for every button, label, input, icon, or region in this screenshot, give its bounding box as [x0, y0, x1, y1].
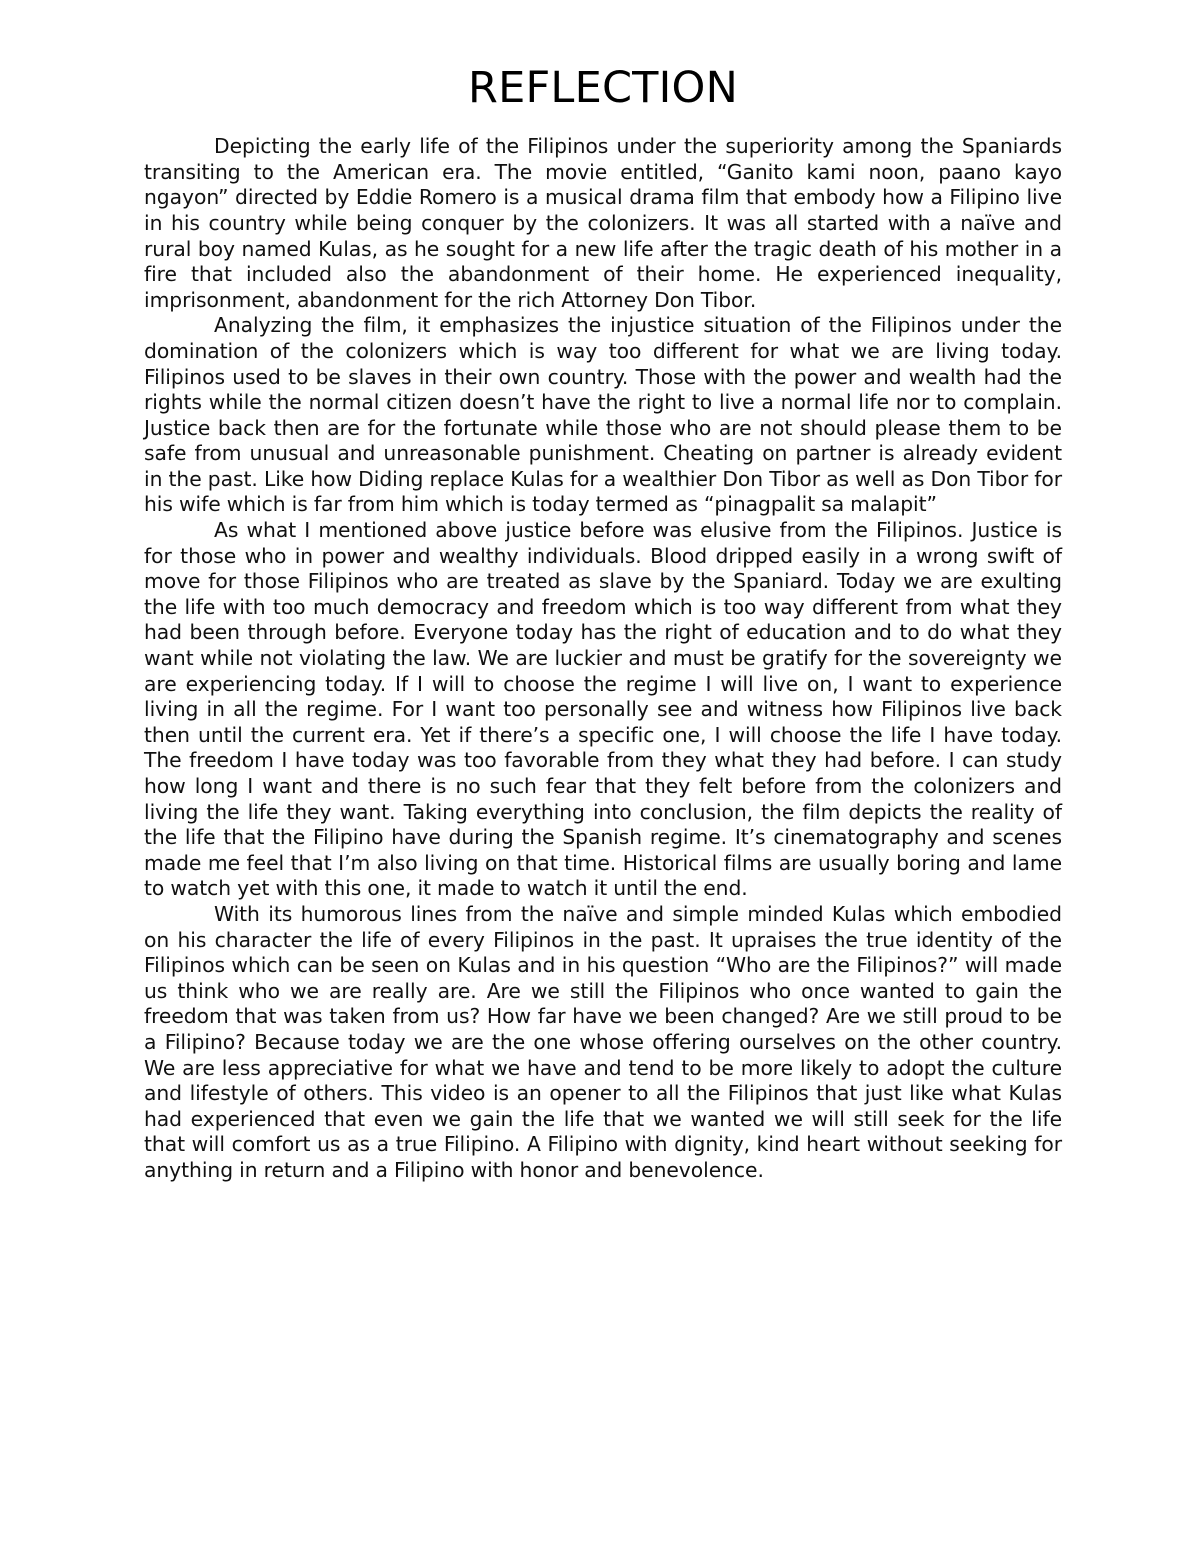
paragraph-1: Depicting the early life of the Filipinos under the superiority among the Spaniards transiting to the American era. The movie entitled, “Ganito kami noon, paano kayo ngayon” directed by Eddie Romero is a musical drama film that embody how a Filipino live in his country while being conquer by the colonizers. It was all started with a naïve and rural boy named Kulas, as he sought for a new life after the tragic death of his mother in a fire that included also the abandonment of their home. He experienced inequality, imprisonment, abandonment for the rich Attorney Don Tibor.	[144, 134, 1062, 312]
page-title: REFLECTION	[468, 63, 738, 113]
paragraph-3: As what I mentioned above justice before was elusive from the Filipinos. Justice is for those who in power and wealthy individuals. Blood dripped easily in a wrong swift of move for those Filipinos who are treated as slave by the Spaniard. Today we are exulting the life with too much democracy and freedom which is too way different from what they had been through before. Everyone today has the right of education and to do what they want while not violating the law. We are luckier and must be gratify for the sovereignty we are experiencing today. If I will to choose the regime I will live on, I want to experience living in all the regime. For I want too personally see and witness how Filipinos live back then until the current era. Yet if there’s a specific one, I will choose the life I have today. The freedom I have today was too favorable from they what they had before. I can study how long I want and there is no such fear that they felt before from the colonizers and living the life they want. Taking everything into conclusion, the film depicts the reality of the life that the Filipino have during the Spanish regime. It’s cinematography and scenes made me feel that I’m also living on that time. Historical films are usually boring and lame to watch yet with this one, it made to watch it until the end.	[144, 518, 1062, 901]
paragraph-2: Analyzing the film, it emphasizes the injustice situation of the Filipinos under the domination of the colonizers which is way too different for what we are living today. Filipinos used to be slaves in their own country. Those with the power and wealth had the rights while the normal citizen doesn’t have the right to live a normal life nor to complain. Justice back then are for the fortunate while those who are not should please them to be safe from unusual and unreasonable punishment. Cheating on partner is already evident in the past. Like how Diding replace Kulas for a wealthier Don Tibor as well as Don Tibor for his wife which is far from him which is today termed as “pinagpalit sa malapit”	[144, 313, 1062, 517]
paragraph-4: With its humorous lines from the naïve and simple minded Kulas which embodied on his character the life of every Filipinos in the past. It upraises the true identity of the Filipinos which can be seen on Kulas and in his question “Who are the Filipinos?” will made us think who we are really are. Are we still the Filipinos who once wanted to gain the freedom that was taken from us? How far have we been changed? Are we still proud to be a Filipino? Because today we are the one whose offering ourselves on the other country. We are less appreciative for what we have and tend to be more likely to adopt the culture and lifestyle of others. This video is an opener to all the Filipinos that just like what Kulas had experienced that even we gain the life that we wanted we will still seek for the life that will comfort us as a true Filipino. A Filipino with dignity, kind heart without seeking for anything in return and a Filipino with honor and benevolence.	[144, 901, 1062, 1182]
document-text-body	[144, 64, 1062, 1184]
